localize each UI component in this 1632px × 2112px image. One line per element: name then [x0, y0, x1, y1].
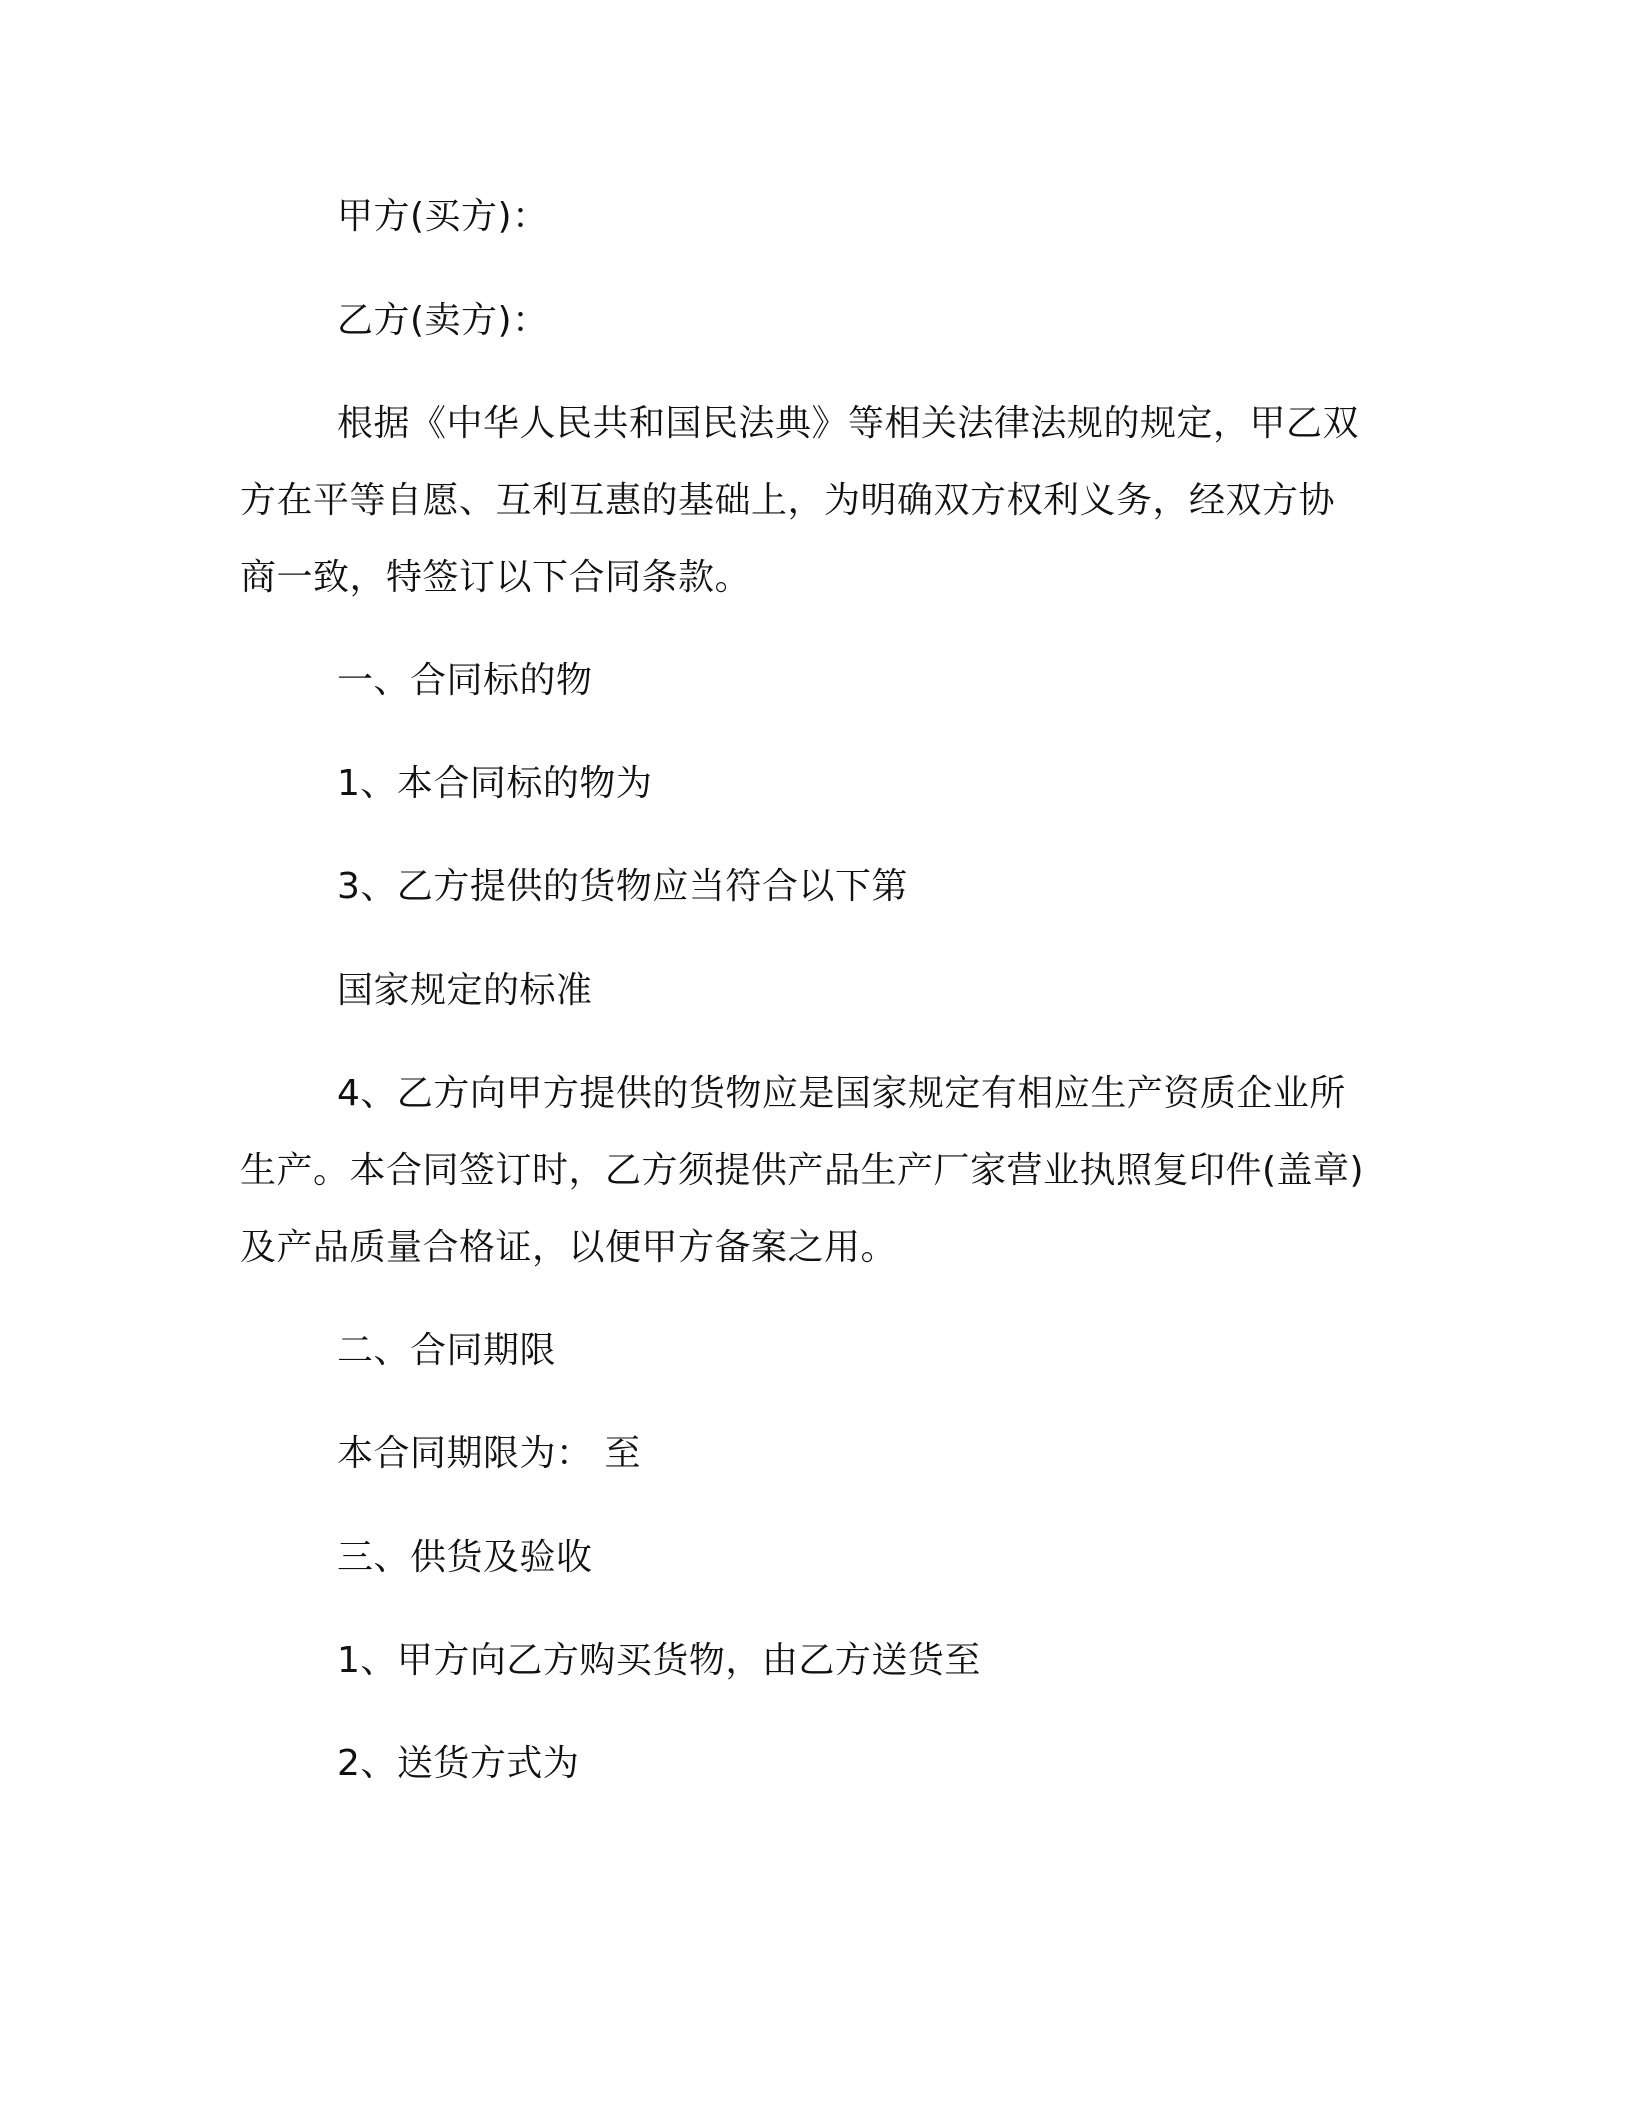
section-1-item-4-line-3: 及产品质量合格证，以便甲方备案之用。: [240, 1227, 898, 1268]
section-1-item-4-line-2: 生产。本合同签订时，乙方须提供产品生产厂家营业执照复印件(盖章): [240, 1150, 1365, 1191]
preamble-line-3: 商一致，特签订以下合同条款。: [240, 557, 752, 598]
section-1-item-3-continued: 国家规定的标准: [337, 970, 593, 1011]
preamble-line-1: 根据《中华人民共和国民法典》等相关法律法规的规定，甲乙双: [337, 403, 1360, 444]
contract-term: 本合同期限为： 至: [337, 1433, 641, 1474]
party-a-label: 甲方(买方)：: [337, 196, 549, 237]
preamble-line-2: 方在平等自愿、互利互惠的基础上，为明确双方权利义务，经双方协: [240, 480, 1336, 521]
section-1-item-3: 3、乙方提供的货物应当符合以下第: [337, 866, 908, 907]
section-1-item-1: 1、本合同标的物为: [337, 763, 653, 804]
section-3-item-2: 2、送货方式为: [337, 1743, 580, 1784]
section-1-item-4-line-1: 4、乙方向甲方提供的货物应是国家规定有相应生产资质企业所: [337, 1073, 1346, 1114]
section-1-heading: 一、合同标的物: [337, 660, 593, 701]
section-2-heading: 二、合同期限: [337, 1330, 557, 1371]
party-b-label: 乙方(卖方)：: [337, 300, 549, 341]
section-3-item-1: 1、甲方向乙方购买货物，由乙方送货至: [337, 1640, 981, 1681]
section-3-heading: 三、供货及验收: [337, 1537, 593, 1578]
